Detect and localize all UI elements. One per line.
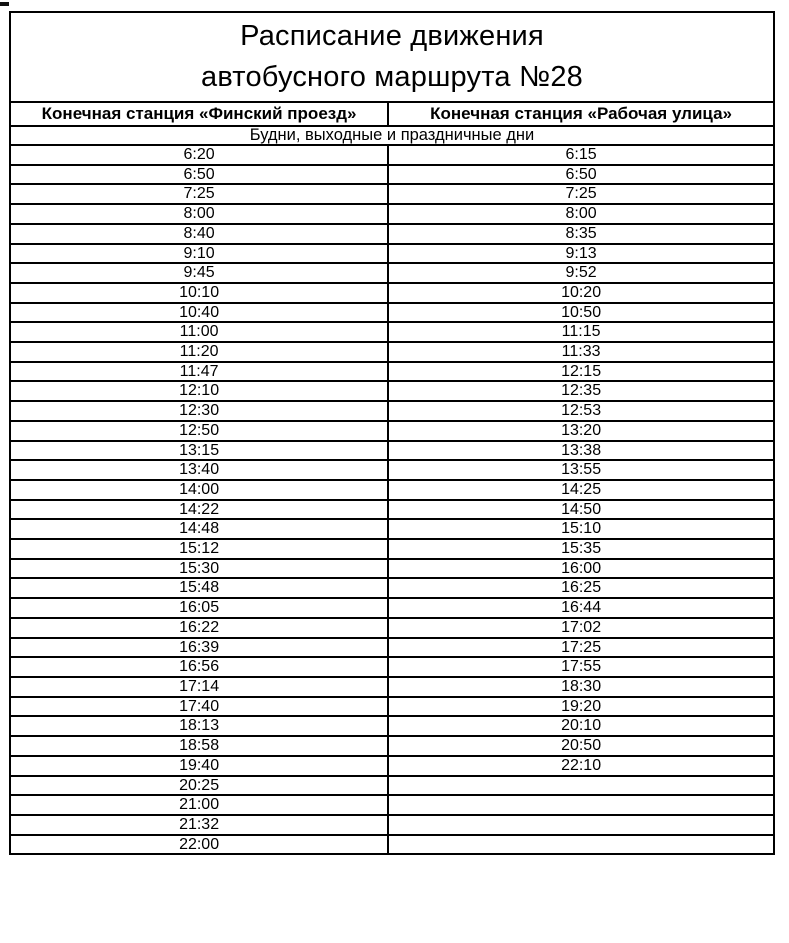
page-title <box>11 13 773 101</box>
time-cell-left: 9:10 <box>10 244 388 264</box>
scan-artifact-mark <box>0 2 9 6</box>
schedule-row <box>10 204 774 224</box>
schedule-row <box>10 303 774 323</box>
time-cell-left: 12:30 <box>10 401 388 421</box>
schedule-row <box>10 578 774 598</box>
schedule-row <box>10 539 774 559</box>
time-cell-left: 16:05 <box>10 598 388 618</box>
schedule-row <box>10 677 774 697</box>
time-cell-left: 16:56 <box>10 657 388 677</box>
schedule-row <box>10 421 774 441</box>
schedule-row <box>10 165 774 185</box>
schedule-row <box>10 598 774 618</box>
schedule-body <box>10 145 774 854</box>
schedule-row <box>10 500 774 520</box>
time-cell-right <box>388 776 774 796</box>
title-row <box>10 12 774 102</box>
time-cell-left: 17:40 <box>10 697 388 717</box>
schedule-row <box>10 559 774 579</box>
time-cell-left: 10:40 <box>10 303 388 323</box>
page-title-line2: автобусного маршрута №28 <box>201 61 583 93</box>
time-cell-left: 18:58 <box>10 736 388 756</box>
time-cell-left: 18:13 <box>10 716 388 736</box>
time-cell-right: 6:15 <box>388 145 774 165</box>
time-cell-right: 15:35 <box>388 539 774 559</box>
time-cell-right: 20:50 <box>388 736 774 756</box>
time-cell-left: 9:45 <box>10 263 388 283</box>
time-cell-left: 10:10 <box>10 283 388 303</box>
column-header-rabochaya-ulitsa: Конечная станция «Рабочая улица» <box>388 102 774 126</box>
schedule-row <box>10 441 774 461</box>
time-cell-right: 20:10 <box>388 716 774 736</box>
schedule-row <box>10 756 774 776</box>
time-cell-left: 7:25 <box>10 184 388 204</box>
schedule-row <box>10 657 774 677</box>
schedule-row <box>10 401 774 421</box>
time-cell-right: 12:35 <box>388 381 774 401</box>
time-cell-left: 22:00 <box>10 835 388 855</box>
time-cell-left: 15:48 <box>10 578 388 598</box>
time-cell-right: 14:25 <box>388 480 774 500</box>
schedule-row <box>10 460 774 480</box>
time-cell-right: 16:00 <box>388 559 774 579</box>
time-cell-left: 14:48 <box>10 519 388 539</box>
time-cell-left: 16:22 <box>10 618 388 638</box>
time-cell-left: 19:40 <box>10 756 388 776</box>
time-cell-right: 10:20 <box>388 283 774 303</box>
schedule-row <box>10 776 774 796</box>
time-cell-left: 12:10 <box>10 381 388 401</box>
time-cell-right: 8:35 <box>388 224 774 244</box>
time-cell-right: 9:52 <box>388 263 774 283</box>
schedule-row <box>10 283 774 303</box>
time-cell-left: 12:50 <box>10 421 388 441</box>
schedule-row <box>10 835 774 855</box>
schedule-row <box>10 263 774 283</box>
schedule-row <box>10 638 774 658</box>
time-cell-right: 8:00 <box>388 204 774 224</box>
schedule-row <box>10 145 774 165</box>
time-cell-right: 13:20 <box>388 421 774 441</box>
schedule-row <box>10 716 774 736</box>
time-cell-left: 21:32 <box>10 815 388 835</box>
time-cell-left: 14:22 <box>10 500 388 520</box>
time-cell-left: 13:40 <box>10 460 388 480</box>
time-cell-right: 16:25 <box>388 578 774 598</box>
schedule-row <box>10 362 774 382</box>
schedule-row <box>10 342 774 362</box>
schedule-row <box>10 697 774 717</box>
time-cell-right: 22:10 <box>388 756 774 776</box>
time-cell-left: 11:20 <box>10 342 388 362</box>
time-cell-right: 17:55 <box>388 657 774 677</box>
time-cell-right: 9:13 <box>388 244 774 264</box>
schedule-row <box>10 184 774 204</box>
time-cell-left: 20:25 <box>10 776 388 796</box>
time-cell-right <box>388 795 774 815</box>
page-title-line1: Расписание движения <box>240 20 544 52</box>
time-cell-left: 17:14 <box>10 677 388 697</box>
days-note-row <box>10 126 774 145</box>
time-cell-right <box>388 835 774 855</box>
time-cell-left: 8:40 <box>10 224 388 244</box>
time-cell-right: 6:50 <box>388 165 774 185</box>
schedule-row <box>10 795 774 815</box>
time-cell-right: 17:25 <box>388 638 774 658</box>
time-cell-right: 19:20 <box>388 697 774 717</box>
time-cell-left: 6:50 <box>10 165 388 185</box>
schedule-row <box>10 322 774 342</box>
time-cell-left: 15:30 <box>10 559 388 579</box>
schedule-row <box>10 618 774 638</box>
schedule-row <box>10 519 774 539</box>
time-cell-right <box>388 815 774 835</box>
time-cell-left: 11:00 <box>10 322 388 342</box>
schedule-row <box>10 736 774 756</box>
time-cell-right: 13:55 <box>388 460 774 480</box>
time-cell-right: 18:30 <box>388 677 774 697</box>
schedule-row <box>10 381 774 401</box>
time-cell-right: 13:38 <box>388 441 774 461</box>
time-cell-right: 7:25 <box>388 184 774 204</box>
time-cell-right: 12:15 <box>388 362 774 382</box>
schedule-row <box>10 815 774 835</box>
time-cell-right: 15:10 <box>388 519 774 539</box>
time-cell-left: 11:47 <box>10 362 388 382</box>
time-cell-right: 11:33 <box>388 342 774 362</box>
column-header-finsky-proezd: Конечная станция «Финский проезд» <box>10 102 388 126</box>
time-cell-right: 12:53 <box>388 401 774 421</box>
time-cell-left: 21:00 <box>10 795 388 815</box>
time-cell-left: 14:00 <box>10 480 388 500</box>
column-header-row <box>10 102 774 126</box>
time-cell-left: 16:39 <box>10 638 388 658</box>
time-cell-right: 16:44 <box>388 598 774 618</box>
title-cell <box>10 12 774 102</box>
time-cell-left: 6:20 <box>10 145 388 165</box>
days-note: Будни, выходные и праздничные дни <box>10 126 774 145</box>
time-cell-right: 10:50 <box>388 303 774 323</box>
time-cell-left: 13:15 <box>10 441 388 461</box>
bus-schedule-table <box>9 11 775 855</box>
time-cell-right: 11:15 <box>388 322 774 342</box>
time-cell-right: 17:02 <box>388 618 774 638</box>
time-cell-right: 14:50 <box>388 500 774 520</box>
time-cell-left: 15:12 <box>10 539 388 559</box>
schedule-row <box>10 480 774 500</box>
schedule-row <box>10 244 774 264</box>
schedule-row <box>10 224 774 244</box>
time-cell-left: 8:00 <box>10 204 388 224</box>
